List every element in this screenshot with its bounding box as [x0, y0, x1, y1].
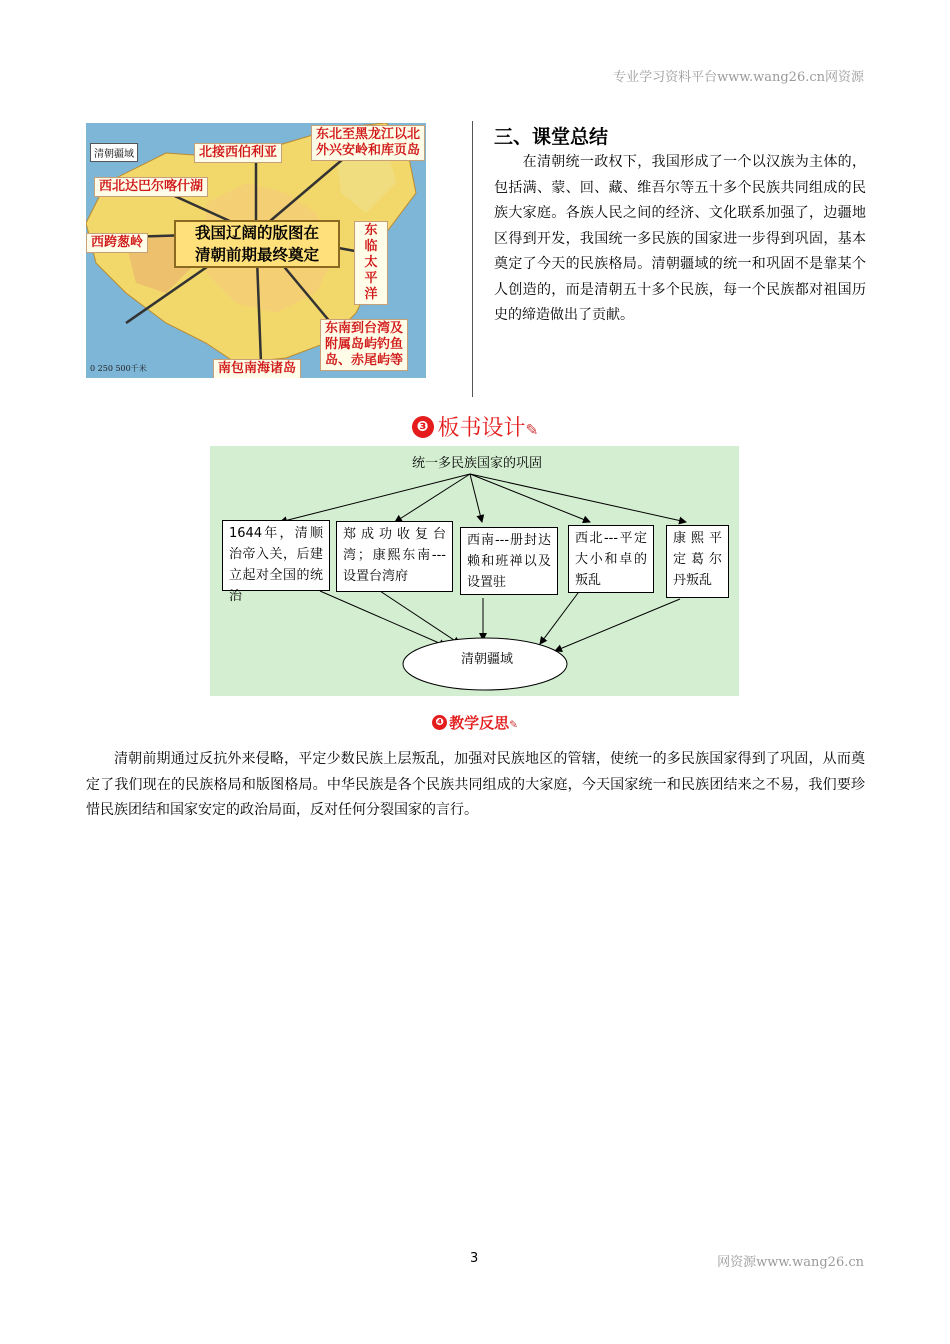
- label-south: 南包南海诸岛: [213, 359, 301, 378]
- map-scale: 0 250 500千米: [90, 364, 147, 373]
- label-northwest: 西北达巴尔喀什湖: [94, 177, 208, 197]
- header-site: 专业学习资料平台www.wang26.cn网资源: [613, 70, 864, 85]
- board-design-heading: ❸ 板书设计✎: [0, 411, 950, 442]
- section-number-3: ❸: [412, 416, 434, 438]
- pen-icon: ✎: [525, 421, 539, 439]
- board-design-diagram: [210, 446, 739, 696]
- column-divider: [472, 121, 473, 397]
- label-southeast: 东南到台湾及 附属岛屿钓鱼 岛、赤尾屿等: [320, 319, 408, 371]
- board-title: 统一多民族国家的巩固: [412, 456, 543, 471]
- board-box-3: 西南---册封达赖和班禅以及设置驻: [460, 527, 558, 595]
- qing-territory-map: [86, 123, 426, 378]
- reflection-heading: ❹ 教学反思✎: [0, 712, 950, 733]
- board-box-2: 郑成功收复台湾；康熙东南---设置台湾府: [336, 521, 453, 592]
- label-northeast: 东北至黑龙江以北 外兴安岭和库页岛: [311, 125, 425, 161]
- board-box-5: 康熙平定葛尔丹叛乱: [666, 525, 729, 598]
- map-legend-tag: 清朝疆域: [90, 143, 138, 162]
- map-center-title: 我国辽阔的版图在 清朝前期最终奠定: [174, 220, 340, 268]
- footer-site: 网资源www.wang26.cn: [717, 1255, 864, 1270]
- summary-title: 三、课堂总结: [494, 126, 609, 148]
- board-box-4: 西北---平定大小和卓的叛乱: [568, 525, 654, 593]
- pen-icon: ✎: [509, 719, 518, 731]
- label-west: 西跨葱岭: [86, 233, 148, 253]
- reflection-body: 清朝前期通过反抗外来侵略，平定少数民族上层叛乱，加强对民族地区的管辖，使统一的多民族国家得到了巩固，从而奠定了我们现在的民族格局和版图格局。中华民族是各个民族共同组成的大家庭，今天国家统一和民族团结来之不易，我们要珍惜民族团结和国家安定的政治局面，反对任何分裂国家的言行。: [86, 751, 865, 818]
- board-box-1: 1644年，清顺治帝入关，后建立起对全国的统治: [222, 520, 330, 591]
- board-center-label: 清朝疆域: [460, 652, 513, 667]
- section-number-4: ❹: [432, 715, 447, 730]
- summary-body: 在清朝统一政权下，我国形成了一个以汉族为主体的，包括满、蒙、回、藏、维吾尔等五十多个民族共同组成的民族大家庭。各族人民之间的经济、文化联系加强了，边疆地区得到开发，我国统一多民族的国家进一步得到巩固，基本奠定了今天的民族格局。清朝疆域的统一和巩固不是靠某个人创造的，而是清朝五十多个民族，每一个民族都对祖国历史的缔造做出了贡献。: [494, 154, 866, 323]
- label-east: 东临太平洋: [354, 221, 388, 305]
- label-north: 北接西伯利亚: [194, 143, 282, 163]
- page-number: 3: [470, 1251, 479, 1266]
